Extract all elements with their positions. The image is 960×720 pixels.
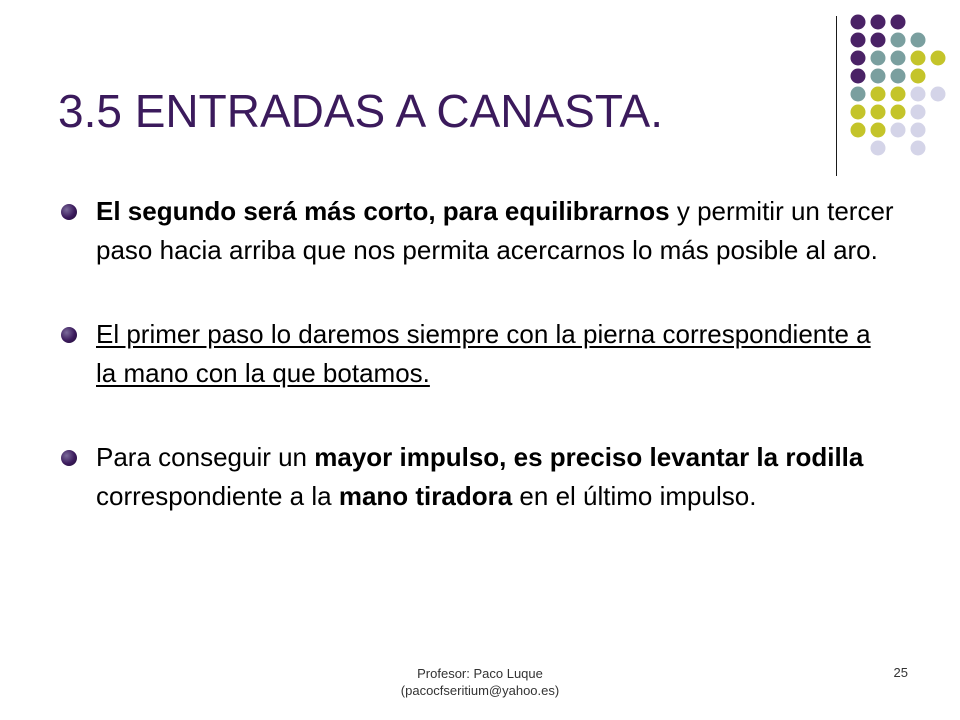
decorative-dot: [911, 33, 926, 48]
bullet-icon: [61, 450, 77, 466]
bullet-text-bold: El segundo será más corto, para equilibrarnos: [96, 196, 670, 226]
decorative-dot: [851, 105, 866, 120]
decorative-dot: [851, 123, 866, 138]
page-number: 25: [893, 665, 908, 680]
decorative-dot: [851, 51, 866, 66]
decorative-dot: [871, 33, 886, 48]
bullet-list: [58, 192, 898, 516]
bullet-text: Para conseguir un: [96, 442, 315, 472]
bullet-text: y permitir un tercer paso hacia arriba que nos permita acercarnos lo más posible al aro.: [96, 196, 894, 265]
decorative-dot: [871, 87, 886, 102]
bullet-text: en el último impulso.: [512, 481, 757, 511]
decorative-dot: [911, 69, 926, 84]
decorative-dot: [871, 51, 886, 66]
bullet-text: correspondiente a la: [96, 481, 339, 511]
decorative-vertical-line: [836, 16, 837, 176]
bullet-item: [58, 315, 898, 393]
decorative-dot: [891, 87, 906, 102]
bullet-text-bold: mano tiradora: [338, 481, 513, 511]
footer-author: [350, 665, 610, 699]
decorative-dot: [891, 69, 906, 84]
decorative-dot: [911, 105, 926, 120]
bullet-icon: [61, 327, 77, 343]
decorative-dot: [911, 51, 926, 66]
decorative-dot: [931, 51, 946, 66]
decorative-dot: [871, 15, 886, 30]
decorative-dot: [891, 33, 906, 48]
decorative-dot: [931, 87, 946, 102]
decorative-dot: [911, 123, 926, 138]
decorative-dot: [891, 123, 906, 138]
decorative-dot: [871, 123, 886, 138]
decorative-dot: [911, 87, 926, 102]
bullet-item: [58, 192, 898, 270]
decorative-dot: [851, 33, 866, 48]
bullet-text-underlined: El primer paso lo daremos siempre con la pierna correspondiente a la mano con la que botamos.: [96, 319, 871, 388]
decorative-dot: [891, 51, 906, 66]
bullet-item: [58, 438, 898, 516]
decorative-dot: [871, 69, 886, 84]
bullet-text-bold: mayor impulso, es preciso levantar la rodilla: [314, 442, 864, 472]
decorative-dot: [851, 15, 866, 30]
decorative-dot: [871, 105, 886, 120]
decorative-dot: [871, 141, 886, 156]
decorative-dot: [891, 105, 906, 120]
footer-author-email: (pacocfseritium@yahoo.es): [400, 683, 560, 698]
slide-title: 3.5 ENTRADAS A CANASTA.: [58, 85, 664, 137]
footer-author-name: Profesor: Paco Luque: [417, 666, 543, 681]
decorative-dot: [911, 141, 926, 156]
decorative-dot: [851, 87, 866, 102]
decorative-dot: [891, 15, 906, 30]
bullet-icon: [61, 204, 77, 220]
decorative-dot: [851, 69, 866, 84]
